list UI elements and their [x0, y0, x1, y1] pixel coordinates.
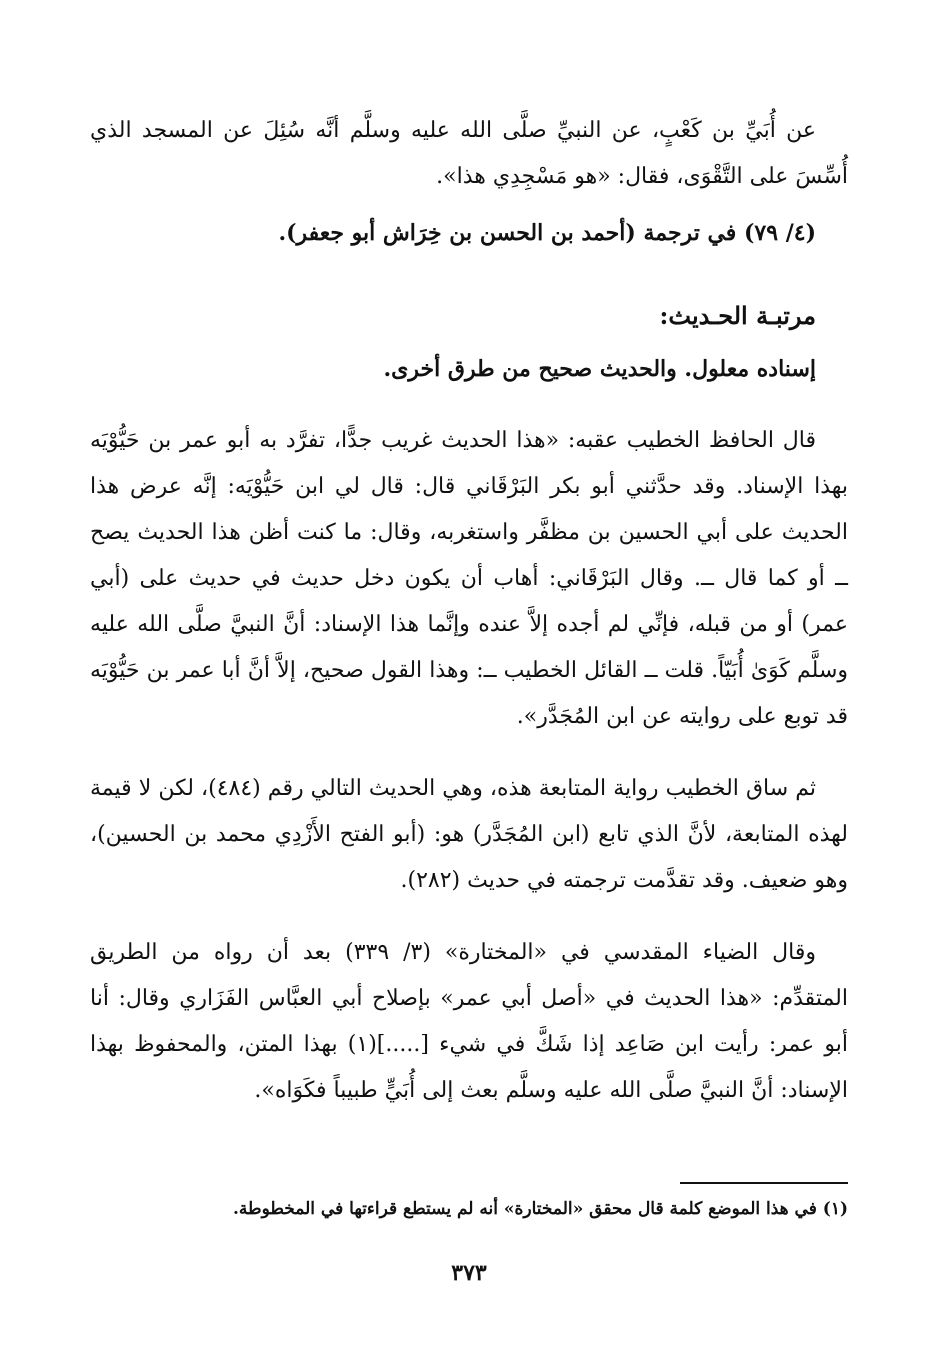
mutabaa-paragraph: ثم ساق الخطيب رواية المتابعة هذه، وهي الحديث التالي رقم (٤٨٤)، لكن لا قيمة لهذه المتابعة، لأنَّ الذي تابع (ابن المُجَدَّر) هو: (أبو الفتح الأَزْدِي محمد بن الحسين)، وهو ضعيف. وقد تقدَّمت ترجمته في حديث (٢٨٢). [90, 776, 848, 893]
section-heading: مرتبـة الحـديث: [659, 301, 816, 330]
biography-reference: (٤/ ٧٩) في ترجمة (أحمد بن الحسن بن خِرَاش أبو جعفر). [278, 220, 816, 246]
footnote-separator [680, 1182, 848, 1184]
document-page [90, 108, 848, 1348]
diya-maqdisi-paragraph: وقال الضياء المقدسي في «المختارة» (٣/ ٣٣٩) بعد أن رواه من الطريق المتقدِّم: «هذا الحديث في «أصل أبي عمر» بإصلاح أبي العبَّاس الفَزَاري وقال: أنا أبو عمر: رأيت ابن صَاعِد إذا شَكَّ في شيء [.....](١) بهذا المتن، والمحفوظ بهذا الإسناد: أنَّ النبيَّ صلَّى الله عليه وسلَّم بعث إلى أُبَيٍّ طبيباً فكَوَاه». [90, 940, 848, 1103]
footnote: (١) في هذا الموضع كلمة قال محقق «المختارة» أنه لم يستطع قراءتها في المخطوطة. [233, 1199, 848, 1219]
hadith-text-paragraph: عن أُبَيِّ بن كَعْبٍ، عن النبيِّ صلَّى الله عليه وسلَّم أنَّه سُئِلَ عن المسجد الذي أُسِّسَ على التَّقْوَى، فقال: «هو مَسْجِدِي هذا». [90, 118, 848, 189]
page-number: ٣٧٣ [451, 1260, 487, 1286]
khatib-commentary-paragraph: قال الحافظ الخطيب عقبه: «هذا الحديث غريب جدًّا، تفرَّد به أبو عمر بن حَيُّوْيَه بهذا الإسناد. وقد حدَّثني أبو بكر البَرْقَاني قال: قال لي ابن حَيُّوْيَه: إنَّه عرض هذا الحديث على أبي الحسين بن مظفَّر واستغربه، وقال: ما كنت أظن هذا الحديث يصح ــ أو كما قال ــ. وقال البَرْقَاني: أهاب أن يكون دخل حديث في حديث على (أبي عمر) أو من قبله، فإنِّي لم أجده إلاَّ عنده وإنَّما هذا الإسناد: أنَّ النبيَّ صلَّى الله عليه وسلَّم كَوَىٰ أُبَيّاً. قلت ــ القائل الخطيب ــ: وهذا القول صحيح، إلاَّ أنَّ أبا عمر بن حَيُّوْيَه قد توبع على روايته عن ابن المُجَدَّر». [90, 428, 848, 729]
section-summary: إسناده معلول. والحديث صحيح من طرق أخرى. [383, 356, 816, 382]
